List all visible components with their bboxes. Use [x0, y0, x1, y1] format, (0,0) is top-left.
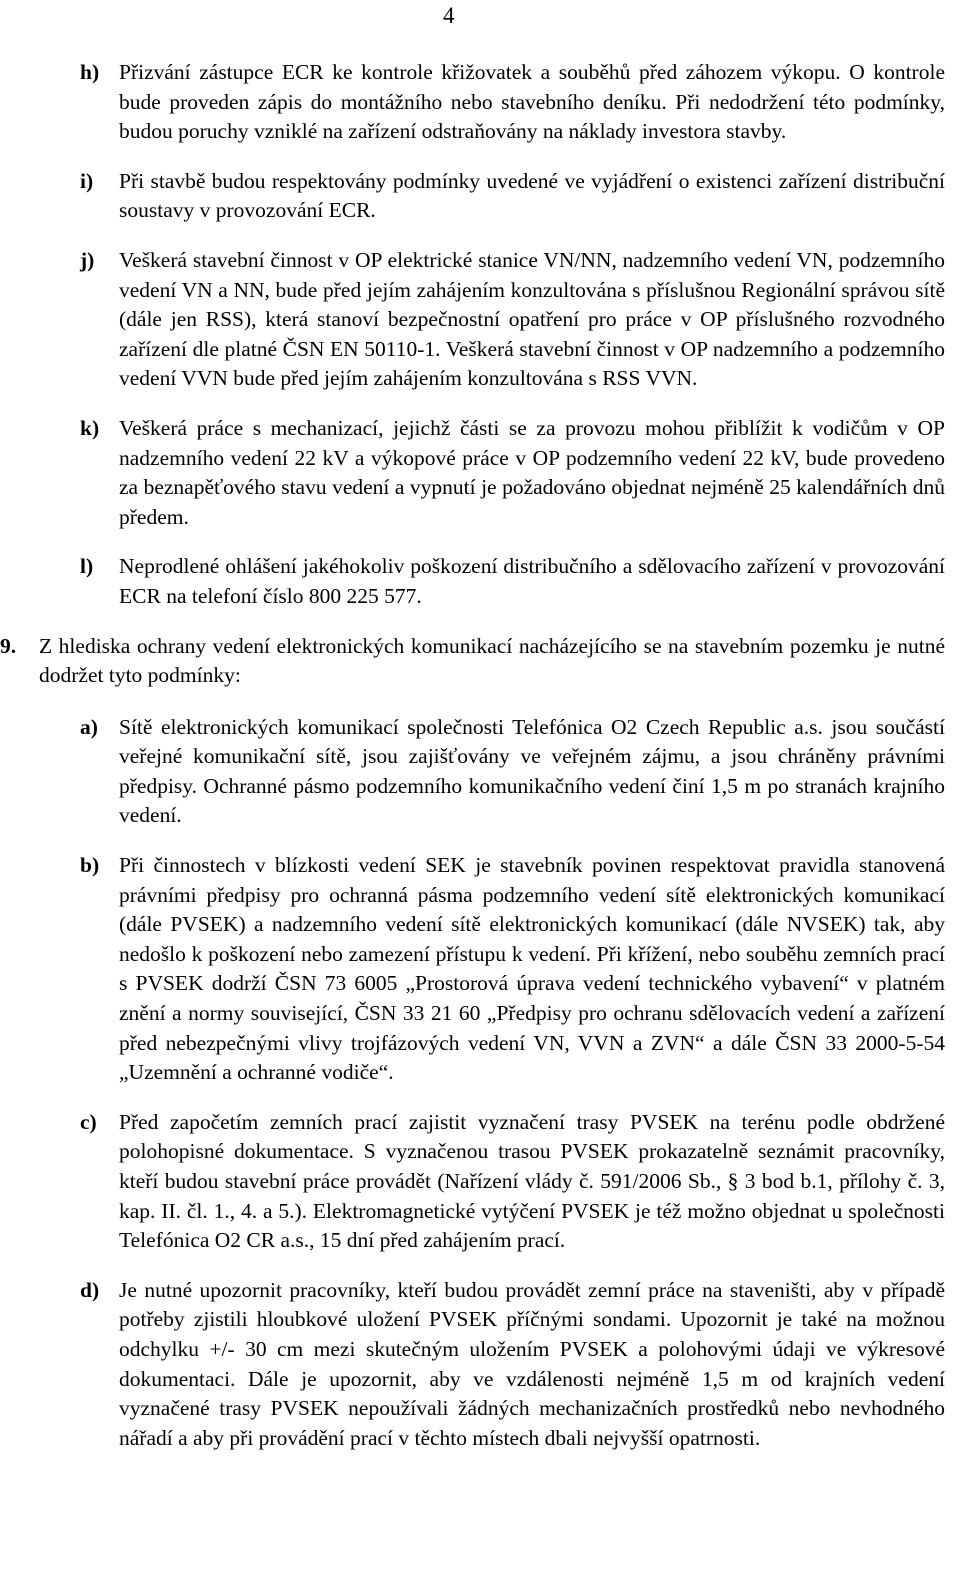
list-item-l — [0, 552, 960, 611]
section-9-heading — [0, 632, 960, 691]
list-item-text: Neprodlené ohlášení jakéhokoliv poškození distribučního a sdělovacího zařízení v provozování ECR na telefoní číslo 800 225 577. — [119, 554, 945, 608]
list-item-d — [0, 1276, 960, 1454]
list-marker: a) — [80, 714, 98, 739]
list-marker: d) — [80, 1277, 100, 1302]
list-item-j — [0, 246, 960, 394]
list-item-text: Sítě elektronických komunikací společnosti Telefónica O2 Czech Republic a.s. jsou součástí veřejné komunikační sítě, jsou zajišťovány ve veřejném zájmu, a jsou chráněny právními předpisy. Ochranné pásmo podzemního komunikačního vedení činí 1,5 m po stranách krajního vedení. — [119, 714, 945, 828]
list-item-b — [0, 851, 960, 1088]
list-marker: l) — [80, 554, 94, 579]
list-item-text: Veškerá stavební činnost v OP elektrické stanice VN/NN, nadzemního vedení VN, podzemního vedení VN a NN, bude před jejím zahájením konzultována s příslušnou Regionální správou sítě (dále jen RSS), která stanoví bezpečnostní opatření pro práce v OP příslušného rozvodného zařízení dle platné ČSN EN 50110-1. Veškerá stavební činnost v OP nadzemního a podzemního vedení VVN bude před jejím zahájením konzultována s RSS VVN. — [119, 247, 945, 391]
list-marker: h) — [80, 60, 100, 84]
section-number: 9. — [0, 633, 17, 658]
list-item-c — [0, 1108, 960, 1256]
list-marker: k) — [80, 415, 100, 440]
list-item-text: Před započetím zemních prací zajistit vyznačení trasy PVSEK na terénu podle obdržené polohopisné dokumentace. S vyznačenou trasou PVSEK prokazatelně seznámit pracovníky, kteří budou stavební práce provádět (Nařízení vlády č. 591/2006 Sb., § 3 bod b.1, přílohy č. 3, kap. II. čl. 1., 4. a 5.). Elektromagnetické vytýčení PVSEK je též možno objednat u společnosti Telefónica O2 CR a.s., 15 dní před zahájením prací. — [119, 1109, 945, 1253]
list-item-i — [0, 167, 960, 226]
list-item-text: Veškerá práce s mechanizací, jejichž části se za provozu mohou přiblížit k vodičům v OP nadzemního vedení 22 kV a výkopové práce v OP podzemního vedení 22 kV, bude provedeno za beznapěťového stavu vedení a vypnutí je požadováno objednat nejméně 25 kalendářních dnů předem. — [119, 415, 945, 529]
list-item-a — [0, 713, 960, 831]
document-body — [0, 58, 960, 1473]
list-item-h — [0, 58, 960, 147]
list-item-text: Při činnostech v blízkosti vedení SEK je stavebník povinen respektovat pravidla stanovená právními předpisy pro ochranná pásma podzemního vedení sítě elektronických komunikací (dále PVSEK) a nadzemního vedení sítě elektronických komunikací (dále NVSEK) tak, aby nedošlo k poškození nebo zamezení přístupu k vedení. Při křížení, nebo souběhu zemních prací s PVSEK dodrží ČSN 73 6005 „Prostorová úprava vedení technického vybavení“ v platném znění a normy související, ČSN 33 21 60 „Předpisy pro ochranu sdělovacích vedení a zařízení před nebezpečnými vlivy trojfázových vedení VN, VVN a ZVN“ a dále ČSN 33 2000-5-54 „Uzemnění a ochranné vodiče“. — [119, 853, 945, 1085]
list-marker: c) — [80, 1109, 97, 1134]
list-marker: j) — [80, 247, 95, 272]
section-9-text: Z hlediska ochrany vedení elektronických komunikací nacházejícího se na stavebním pozemku je nutné dodržet tyto podmínky: — [39, 633, 945, 688]
page-number: 4 — [443, 3, 455, 28]
list-item-k — [0, 414, 960, 532]
list-marker: i) — [80, 168, 94, 193]
list-item-text: Je nutné upozornit pracovníky, kteří budou provádět zemní práce na staveništi, aby v případě potřeby zjistili hloubkové uložení PVSEK příčnými sondami. Upozornit je také na možnou odchylku +/- 30 cm mezi skutečným uložením PVSEK a polohovými údaji ve výkresové dokumentaci. Dále je upozornit, aby ve vzdálenosti nejméně 1,5 m od krajních vedení vyznačené trasy PVSEK nepoužívali žádných mechanizačních prostředků nebo nevhodného nářadí a aby při provádění prací v těchto místech dbali nejvyšší opatrnosti. — [119, 1277, 945, 1450]
list-item-text: Při stavbě budou respektovány podmínky uvedené ve vyjádření o existenci zařízení distribuční soustavy v provozování ECR. — [119, 168, 945, 223]
list-item-text: Přizvání zástupce ECR ke kontrole křižovatek a souběhů před záhozem výkopu. O kontrole bude proveden zápis do montážního nebo stavebního deníku. Při nedodržení této podmínky, budou poruchy vzniklé na zařízení odstraňovány na náklady investora stavby. — [119, 60, 945, 144]
list-marker: b) — [80, 853, 100, 878]
